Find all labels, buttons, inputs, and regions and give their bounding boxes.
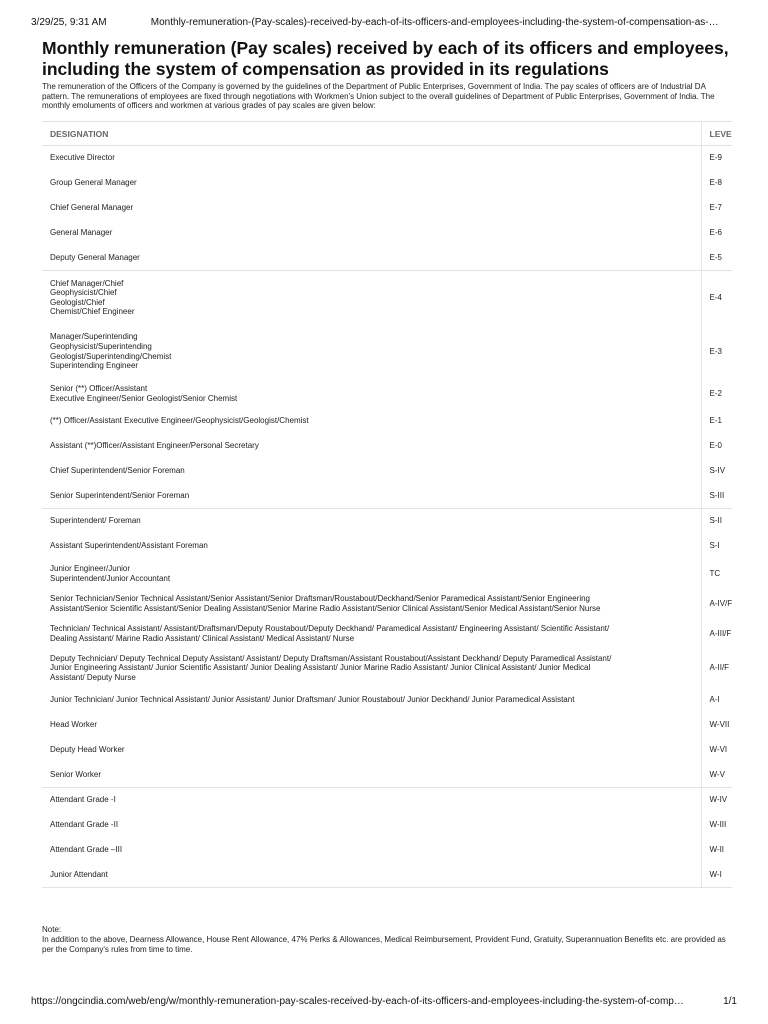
intro-paragraph: The remuneration of the Officers of the Company is governed by the guidelines of the Department of Public Enterprises, Government of India. The pay scales of officers are of Industrial DA pattern. The remunerations of employees are fixed through negotiations with Workmen's Union subject to the overall guidelines of Department of Public Enterprises, Government of India. The monthly emoluments of officers and workmen at various grades of pay scales are given below: (42, 82, 715, 110)
table-row (42, 589, 732, 619)
level-cell: S-I (701, 534, 732, 559)
table-row (42, 271, 732, 325)
level-cell: E-6 (701, 221, 732, 246)
designation-cell: Assistant (**)Officer/Assistant Engineer/Personal Secretary (50, 441, 259, 451)
table-row (42, 763, 732, 788)
level-header: LEVE (701, 122, 732, 146)
table-row (42, 379, 732, 409)
designation-cell: Manager/Superintending Geophysicist/Superintending Geologist/Superintending/Chemist Superintending Engineer (50, 332, 172, 371)
table-row (42, 325, 732, 379)
level-cell: E-4 (701, 271, 732, 325)
pay-scale-table-container (42, 121, 732, 888)
level-cell: W-VII (701, 713, 732, 738)
designation-cell: Deputy General Manager (50, 252, 140, 262)
designation-cell: Attendant Grade -I (42, 788, 701, 813)
level-cell: A-I (701, 688, 732, 713)
table-row (42, 484, 732, 509)
level-cell: A-III/F (701, 619, 732, 649)
designation-cell: Junior Technician/ Junior Technical Assistant/ Junior Assistant/ Junior Draftsman/ Junior Roustabout/ Junior Deckhand/ Junior Paramedical Assistant (50, 695, 575, 705)
table-row (42, 813, 732, 838)
designation-cell: Senior Worker (50, 769, 101, 779)
table-row (42, 863, 732, 888)
table-row (42, 688, 732, 713)
table-row (42, 434, 732, 459)
table-row (42, 534, 732, 559)
table-row (42, 409, 732, 434)
page-number: 1/1 (723, 996, 737, 1007)
table-row (42, 649, 732, 688)
note-text: In addition to the above, Dearness Allowance, House Rent Allowance, 47% Perks & Allowances, Medical Reimbursement, Provident Fund, Gratuity, Superannuation Benefits etc. are provided as per the Company's rules from time to time. (42, 935, 726, 954)
level-cell: S-III (701, 484, 732, 509)
designation-cell: Chief Manager/Chief Geophysicist/Chief Geologist/Chief Chemist/Chief Engineer (42, 271, 701, 325)
level-cell: E-1 (701, 409, 732, 434)
table-row (42, 221, 732, 246)
level-cell: W-II (701, 838, 732, 863)
level-cell: W-VI (701, 738, 732, 763)
designation-cell: Chief General Manager (50, 203, 134, 213)
designation-cell: Senior Superintendent/Senior Foreman (50, 490, 190, 500)
designation-cell: General Manager (50, 228, 113, 238)
level-cell: W-IV (701, 788, 732, 813)
designation-cell: Deputy Technician/ Deputy Technical Deputy Assistant/ Assistant/ Deputy Draftsman/Assistant Roustabout/Assistant Deckhand/ Deputy Paramedical Assistant/ Junior Engineering Assistant/ Junior Scientific Assistant/ Junior Dealing Assistant/ Junior Marine Radio Assistant/ Junior Clinical Assistant/ Junior Medical Assistant/ Deputy Nurse (50, 653, 612, 682)
designation-cell: Attendant Grade -II (50, 820, 119, 830)
table-row (42, 246, 732, 271)
designation-cell: (**) Officer/Assistant Executive Engineer/Geophysicist/Geologist/Chemist (50, 416, 309, 426)
level-cell: A-IV/F (701, 589, 732, 619)
designation-cell: Deputy Head Worker (50, 745, 125, 755)
level-cell: E-8 (701, 171, 732, 196)
print-date: 3/29/25, 9:31 AM (31, 17, 107, 28)
designation-cell: Chief Superintendent/Senior Foreman (50, 466, 185, 476)
table-row (42, 619, 732, 649)
designation-cell: Head Worker (50, 720, 97, 730)
level-cell: W-V (701, 763, 732, 788)
table-row (42, 838, 732, 863)
table-header-row (42, 122, 732, 146)
table-row (42, 509, 732, 534)
designation-header: DESIGNATION (42, 122, 701, 146)
print-page-title: Monthly-remuneration-(Pay-scales)-received-by-each-of-its-officers-and-employees-including-the-system-of-compensation-as-… (150, 17, 719, 28)
level-cell: E-7 (701, 196, 732, 221)
designation-cell: Executive Director (50, 153, 115, 163)
table-row (42, 738, 732, 763)
table-row (42, 459, 732, 484)
level-cell: E-9 (701, 146, 732, 171)
designation-cell: Assistant Superintendent/Assistant Foreman (50, 541, 208, 551)
print-footer (31, 996, 737, 1007)
designation-cell: Junior Attendant (42, 863, 701, 888)
designation-cell: Technician/ Technical Assistant/ Assistant/Draftsman/Deputy Roustabout/Deputy Deckhand/ Paramedical Assistant/ Engineering Assistant/ Scientific Assistant/ Dealing Assistant/ Marine Radio Assistant/ Clinical Assistant/ Medical Assistant/ Nurse (50, 623, 610, 643)
designation-cell: Junior Engineer/Junior Superintendent/Junior Accountant (50, 563, 171, 583)
level-cell: E-2 (701, 379, 732, 409)
level-cell: S-IV (701, 459, 732, 484)
designation-cell: Superintendent/ Foreman (42, 509, 701, 534)
level-cell: E-3 (701, 325, 732, 379)
designation-cell: Group General Manager (50, 178, 137, 188)
note-section (42, 925, 732, 955)
table-row (42, 196, 732, 221)
level-cell: W-I (701, 863, 732, 888)
table-row (42, 788, 732, 813)
table-row (42, 559, 732, 589)
level-cell: E-5 (701, 246, 732, 271)
page-title: Monthly remuneration (Pay scales) received by each of its officers and employees, including the system of compensation as provided in its regulations (42, 38, 729, 79)
table-row (42, 713, 732, 738)
table-row (42, 171, 732, 196)
table-row (42, 146, 732, 171)
designation-cell: Senior (**) Officer/Assistant Executive Engineer/Senior Geologist/Senior Chemist (50, 383, 238, 403)
note-label: Note: (42, 925, 62, 934)
level-cell: TC (701, 559, 732, 589)
level-cell: S-II (701, 509, 732, 534)
page-url: https://ongcindia.com/web/eng/w/monthly-remuneration-pay-scales-received-by-each-of-its-officers-and-employees-including-the-system-of-comp… (31, 996, 684, 1007)
table-body (42, 146, 732, 888)
designation-cell: Attendant Grade –III (50, 845, 123, 855)
level-cell: A-II/F (701, 649, 732, 688)
print-header (31, 17, 737, 28)
level-cell: E-0 (701, 434, 732, 459)
level-cell: W-III (701, 813, 732, 838)
pay-scale-table (42, 121, 732, 888)
designation-cell: Senior Technician/Senior Technical Assistant/Senior Assistant/Senior Draftsman/Roustabout/Deckhand/Senior Paramedical Assistant/Senior Engineering Assistant/Senior Scientific Assistant/Senior Dealing Assistant/Senior Marine Radio Assistant/Senior Clinical Assistant/Senior Medical Assistant/Senior Nurse (50, 593, 601, 613)
